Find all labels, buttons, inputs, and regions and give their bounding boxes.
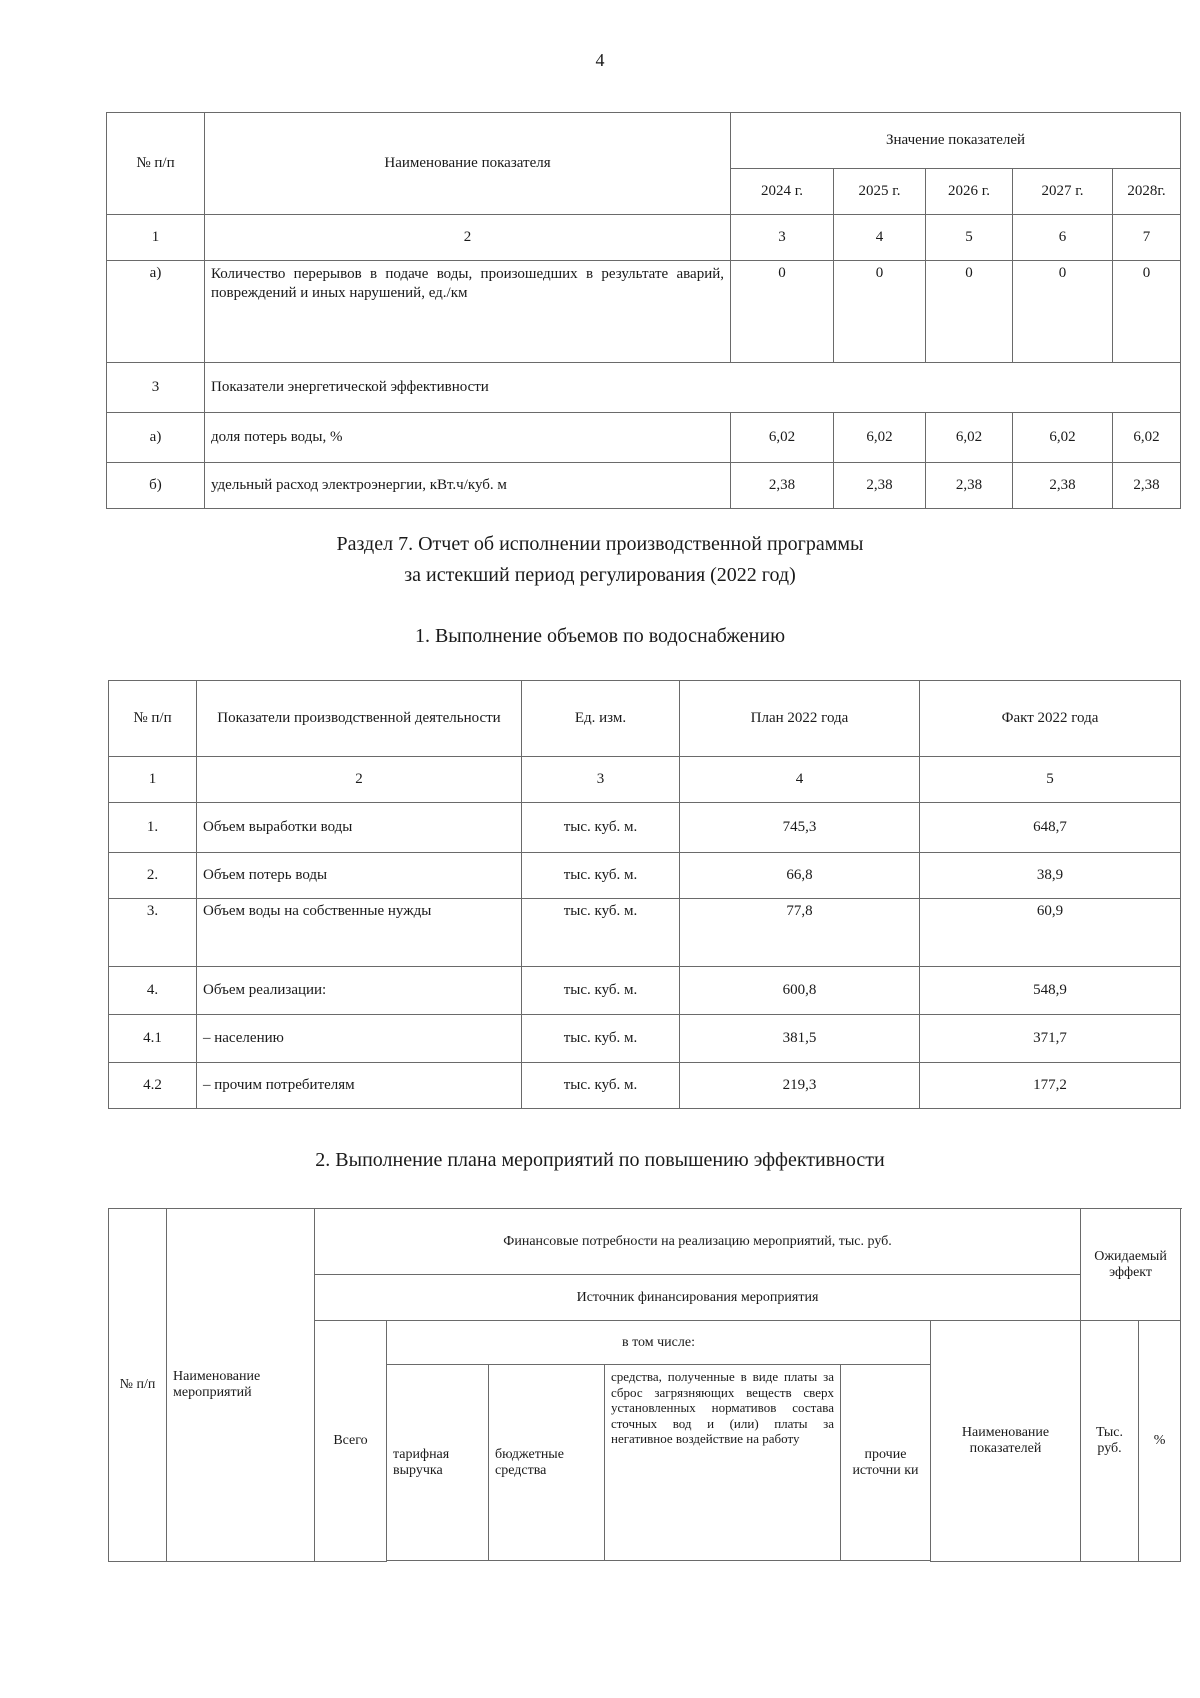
header-indicator-name: Наименование показателя (205, 113, 731, 215)
row-fact: 60,9 (920, 899, 1181, 967)
row-plan: 600,8 (680, 967, 920, 1015)
table-row (109, 1015, 1181, 1063)
row-name: – населению (197, 1015, 522, 1063)
table-row (107, 463, 1181, 509)
header-financial-needs: Финансовые потребности на реализацию мероприятий, тыс. руб. (315, 1209, 1081, 1275)
row-fact: 648,7 (920, 803, 1181, 853)
row-num: а) (107, 413, 205, 463)
row-plan: 77,8 (680, 899, 920, 967)
header-tariff: тарифная выручка (387, 1365, 489, 1561)
row-num: 3 (107, 363, 205, 413)
header-measure-name: Наименование мероприятий (167, 1209, 315, 1562)
table-row (109, 803, 1181, 853)
index-cell: 3 (522, 757, 680, 803)
table-row (107, 363, 1181, 413)
row-name: Количество перерывов в подаче воды, произошедших в результате аварий, повреждений и иных нарушений, ед./км (205, 261, 731, 363)
header-percent: % (1139, 1321, 1181, 1562)
row-name: Показатели энергетической эффективности (205, 363, 1181, 413)
header-num: № п/п (109, 1209, 167, 1562)
row-value: 2,38 (1013, 463, 1113, 509)
index-cell: 5 (926, 215, 1013, 261)
row-unit: тыс. куб. м. (522, 853, 680, 899)
row-num: б) (107, 463, 205, 509)
row-unit: тыс. куб. м. (522, 899, 680, 967)
table-row (107, 261, 1181, 363)
header-year: 2025 г. (834, 169, 926, 215)
row-value: 2,38 (834, 463, 926, 509)
header-indicator: Показатели производственной деятельности (197, 681, 522, 757)
row-plan: 381,5 (680, 1015, 920, 1063)
header-year: 2027 г. (1013, 169, 1113, 215)
row-value: 2,38 (731, 463, 834, 509)
row-fact: 371,7 (920, 1015, 1181, 1063)
header-fees: средства, полученные в виде платы за сброс загрязняющих веществ сверх установленных нормативов состава сточных вод и (или) платы за негативное воздействие на работу (605, 1365, 841, 1561)
row-name: Объем выработки воды (197, 803, 522, 853)
row-num: а) (107, 261, 205, 363)
header-funding-source: Источник финансирования мероприятия (315, 1275, 1081, 1321)
row-value: 6,02 (731, 413, 834, 463)
table-row (109, 853, 1181, 899)
row-unit: тыс. куб. м. (522, 967, 680, 1015)
subsection-title-water-supply: 1. Выполнение объемов по водоснабжению (414, 625, 786, 647)
row-plan: 219,3 (680, 1063, 920, 1109)
row-value: 2,38 (926, 463, 1013, 509)
subsection-title-efficiency: 2. Выполнение плана мероприятий по повышению эффективности (315, 1149, 885, 1171)
row-num: 3. (109, 899, 197, 967)
index-row (109, 757, 1181, 803)
row-plan: 66,8 (680, 853, 920, 899)
row-value: 0 (926, 261, 1013, 363)
row-name: Объем реализации: (197, 967, 522, 1015)
index-cell: 6 (1013, 215, 1113, 261)
row-num: 2. (109, 853, 197, 899)
header-num: № п/п (109, 681, 197, 757)
index-cell: 2 (205, 215, 731, 261)
indicators-table (106, 112, 1181, 509)
header-year: 2024 г. (731, 169, 834, 215)
header-including: в том числе: (387, 1321, 931, 1365)
efficiency-measures-table (108, 1208, 1181, 1562)
row-value: 6,02 (926, 413, 1013, 463)
water-supply-table (108, 680, 1181, 1109)
header-fact: Факт 2022 года (920, 681, 1181, 757)
row-num: 4. (109, 967, 197, 1015)
row-num: 4.2 (109, 1063, 197, 1109)
index-cell: 3 (731, 215, 834, 261)
row-name: доля потерь воды, % (205, 413, 731, 463)
row-plan: 745,3 (680, 803, 920, 853)
header-plan: План 2022 года (680, 681, 920, 757)
row-fact: 177,2 (920, 1063, 1181, 1109)
row-num: 1. (109, 803, 197, 853)
row-fact: 38,9 (920, 853, 1181, 899)
row-unit: тыс. куб. м. (522, 1015, 680, 1063)
row-value: 6,02 (1113, 413, 1181, 463)
header-num: № п/п (107, 113, 205, 215)
header-unit: Ед. изм. (522, 681, 680, 757)
table-row (109, 1063, 1181, 1109)
section-title-line2: за истекший период регулирования (2022 год) (404, 564, 796, 586)
header-other-sources: прочие источни ки (841, 1365, 931, 1561)
row-value: 0 (731, 261, 834, 363)
header-budget: бюджетные средства (489, 1365, 605, 1561)
index-cell: 1 (109, 757, 197, 803)
row-fact: 548,9 (920, 967, 1181, 1015)
row-value: 0 (1013, 261, 1113, 363)
row-value: 6,02 (1013, 413, 1113, 463)
row-value: 0 (834, 261, 926, 363)
row-num: 4.1 (109, 1015, 197, 1063)
table-row (109, 967, 1181, 1015)
index-cell: 4 (834, 215, 926, 261)
table-row (107, 413, 1181, 463)
index-cell: 2 (197, 757, 522, 803)
header-thousand-rub: Тыс. руб. (1081, 1321, 1139, 1562)
row-unit: тыс. куб. м. (522, 1063, 680, 1109)
header-year: 2028г. (1113, 169, 1181, 215)
index-cell: 7 (1113, 215, 1181, 261)
header-indicator-name: Наименование показателей (931, 1321, 1081, 1562)
header-values-group: Значение показателей (731, 113, 1181, 169)
row-unit: тыс. куб. м. (522, 803, 680, 853)
row-value: 2,38 (1113, 463, 1181, 509)
header-year: 2026 г. (926, 169, 1013, 215)
header-expected-effect: Ожидаемый эффект (1081, 1209, 1181, 1321)
section-title-line1: Раздел 7. Отчет об исполнении производственной программы (336, 533, 864, 555)
row-name: Объем воды на собственные нужды (197, 899, 522, 967)
header-total: Всего (315, 1321, 387, 1562)
row-value: 0 (1113, 261, 1181, 363)
index-row (107, 215, 1181, 261)
table-row (109, 899, 1181, 967)
index-cell: 5 (920, 757, 1181, 803)
row-name: – прочим потребителям (197, 1063, 522, 1109)
row-name: удельный расход электроэнергии, кВт.ч/куб. м (205, 463, 731, 509)
row-value: 6,02 (834, 413, 926, 463)
row-name: Объем потерь воды (197, 853, 522, 899)
index-cell: 1 (107, 215, 205, 261)
page-number: 4 (595, 50, 605, 70)
index-cell: 4 (680, 757, 920, 803)
